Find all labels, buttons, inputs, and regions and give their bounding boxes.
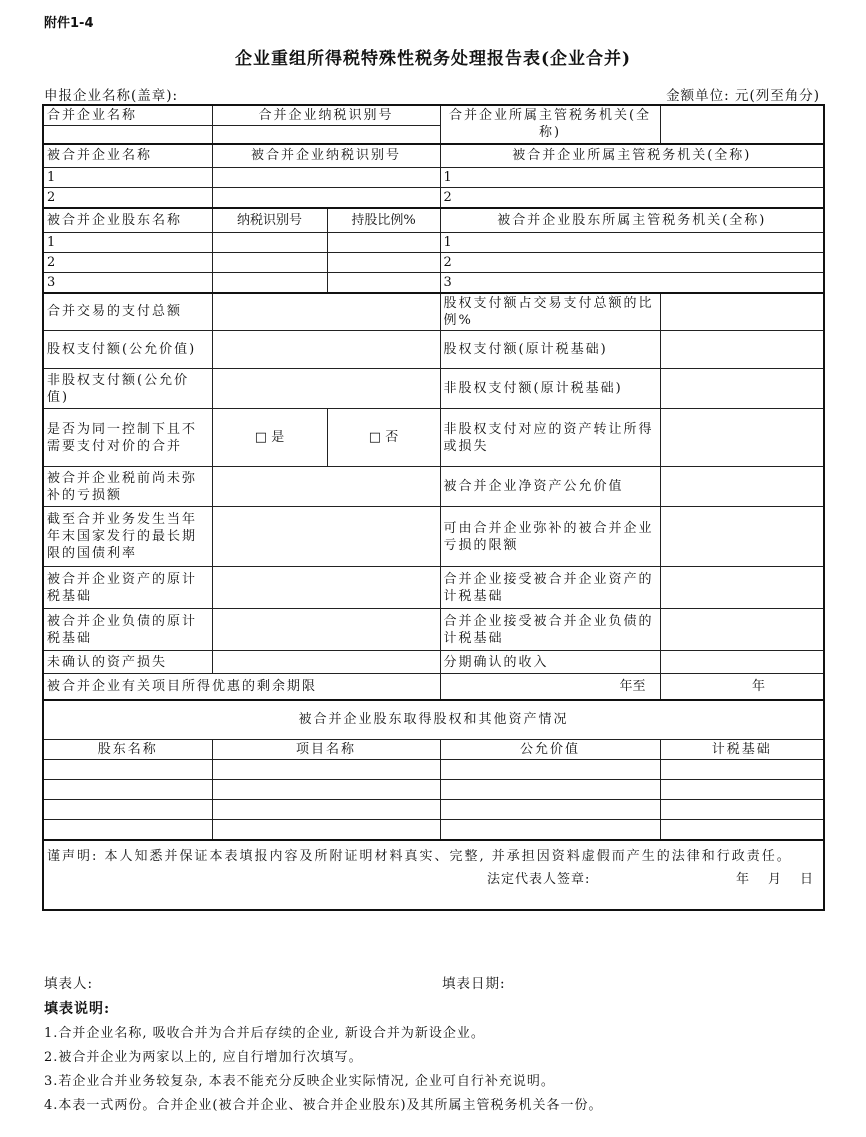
remaining-term-row	[43, 674, 824, 700]
remaining-term-start-cell[interactable]	[440, 674, 660, 700]
nonequity-gain-cell[interactable]	[660, 409, 824, 467]
col-fair-value: 公允价值	[440, 740, 660, 760]
table-cell[interactable]	[440, 820, 660, 840]
merged-tax-id-cell[interactable]	[212, 188, 440, 209]
asset-basis-row	[43, 567, 824, 609]
nonequity-payment-row	[43, 369, 824, 409]
merged-row-1	[43, 168, 824, 188]
equity-section-header-row	[43, 740, 824, 760]
table-cell[interactable]	[43, 760, 212, 780]
loss-limit-cell[interactable]	[660, 507, 824, 567]
nonequity-cost-label: 非股权支付额(原计税基础)	[440, 369, 660, 409]
remaining-term-label: 被合并企业有关项目所得优惠的剩余期限	[43, 674, 440, 700]
merging-name-cell[interactable]	[43, 126, 212, 144]
net-asset-fair-cell[interactable]	[660, 467, 824, 507]
equity-section-row	[43, 780, 824, 800]
note-item: 4.本表一式两份。合并企业(被合并企业、被合并企业股东)及其所属主管税务机关各一份。	[44, 1098, 603, 1113]
signature-date: 年 月 日	[736, 871, 817, 887]
merged-tax-id-label: 被合并企业纳税识别号	[212, 144, 440, 168]
equity-payment-row	[43, 331, 824, 369]
shareholder-name-label: 被合并企业股东名称	[43, 208, 212, 232]
shareholding-ratio-cell[interactable]	[327, 272, 440, 293]
merging-authority-cell[interactable]	[660, 105, 824, 144]
table-cell[interactable]	[212, 800, 440, 820]
notes-title: 填表说明:	[44, 1001, 111, 1017]
merging-header-row	[43, 105, 824, 126]
col-shareholder-name: 股东名称	[43, 740, 212, 760]
nonequity-cost-cell[interactable]	[660, 369, 824, 409]
shareholder-tax-id-cell[interactable]	[212, 252, 327, 272]
declaration-row	[43, 840, 824, 910]
declaration-text: 谨声明: 本人知悉并保证本表填报内容及所附证明材料真实、完整, 并承担因资料虚假而产生的法律和行政责任。	[47, 848, 792, 864]
equity-section-row	[43, 800, 824, 820]
unrecognized-loss-row	[43, 651, 824, 674]
merged-authority-label: 被合并企业所属主管税务机关(全称)	[440, 144, 824, 168]
merging-name-label: 合并企业名称	[43, 105, 212, 126]
bond-rate-label: 截至合并业务发生当年年末国家发行的最长期限的国债利率	[43, 507, 212, 567]
nonequity-fair-label: 非股权支付额(公允价值)	[43, 369, 212, 409]
nonequity-fair-cell[interactable]	[212, 369, 440, 409]
payment-total-row	[43, 293, 824, 331]
row-number: 1	[43, 232, 212, 252]
equity-section-title-row	[43, 700, 824, 740]
table-cell[interactable]	[212, 780, 440, 800]
same-control-row	[43, 409, 824, 467]
attachment-number: 附件1-4	[44, 16, 94, 31]
liability-basis-label: 被合并企业负债的原计税基础	[43, 609, 212, 651]
equity-section-title: 被合并企业股东取得股权和其他资产情况	[43, 700, 824, 740]
uncovered-loss-cell[interactable]	[212, 467, 440, 507]
year-label: 年	[752, 678, 766, 694]
table-cell[interactable]	[43, 820, 212, 840]
shareholding-ratio-label: 持股比例%	[327, 208, 440, 232]
row-number: 2	[43, 188, 212, 209]
merged-tax-id-cell[interactable]	[212, 168, 440, 188]
equity-fair-cell[interactable]	[212, 331, 440, 369]
uncovered-loss-label: 被合并企业税前尚未弥补的亏损额	[43, 467, 212, 507]
row-number: 1	[440, 168, 824, 188]
declaration-cell	[43, 840, 824, 910]
merging-authority-label: 合并企业所属主管税务机关(全称)	[440, 105, 660, 144]
signature-label: 法定代表人签章:	[487, 871, 591, 887]
shareholder-header-row	[43, 208, 824, 232]
merged-row-2	[43, 188, 824, 209]
equity-cost-label: 股权支付额(原计税基础)	[440, 331, 660, 369]
total-payment-cell[interactable]	[212, 293, 440, 331]
same-control-no-checkbox[interactable]: □ 否	[327, 409, 440, 467]
note-item: 1.合并企业名称, 吸收合并为合并后存续的企业, 新设合并为新设企业。	[44, 1026, 485, 1041]
asset-basis-label: 被合并企业资产的原计税基础	[43, 567, 212, 609]
shareholder-tax-id-cell[interactable]	[212, 232, 327, 252]
table-cell[interactable]	[440, 800, 660, 820]
liability-basis-row	[43, 609, 824, 651]
merged-name-label: 被合并企业名称	[43, 144, 212, 168]
recv-asset-basis-cell[interactable]	[660, 567, 824, 609]
row-number: 2	[440, 188, 824, 209]
table-cell[interactable]	[660, 780, 824, 800]
same-control-yes-checkbox[interactable]: □ 是	[212, 409, 327, 467]
recv-liability-basis-cell[interactable]	[660, 609, 824, 651]
row-number: 3	[440, 272, 824, 293]
form-title: 企业重组所得税特殊性税务处理报告表(企业合并)	[234, 49, 632, 69]
table-cell[interactable]	[660, 820, 824, 840]
loss-row	[43, 467, 824, 507]
year-to-label: 年至	[619, 678, 646, 694]
filler-label: 填表人:	[44, 976, 94, 992]
fill-date-label: 填表日期:	[442, 976, 506, 992]
shareholder-row-1	[43, 232, 824, 252]
row-number: 2	[43, 252, 212, 272]
shareholder-row-3	[43, 272, 824, 293]
equity-section-row	[43, 760, 824, 780]
table-cell[interactable]	[660, 800, 824, 820]
total-payment-label: 合并交易的支付总额	[43, 293, 212, 331]
installment-income-label: 分期确认的收入	[440, 651, 660, 674]
shareholding-ratio-cell[interactable]	[327, 252, 440, 272]
table-cell[interactable]	[43, 780, 212, 800]
shareholding-ratio-cell[interactable]	[327, 232, 440, 252]
merging-tax-id-label: 合并企业纳税识别号	[212, 105, 440, 126]
row-number: 3	[43, 272, 212, 293]
applicant-label: 申报企业名称(盖章):	[44, 88, 179, 104]
net-asset-fair-label: 被合并企业净资产公允价值	[440, 467, 660, 507]
recv-asset-basis-label: 合并企业接受被合并企业资产的计税基础	[440, 567, 660, 609]
note-item: 2.被合并企业为两家以上的, 应自行增加行次填写。	[44, 1050, 363, 1065]
bond-rate-row	[43, 507, 824, 567]
row-number: 1	[440, 232, 824, 252]
remaining-term-end-cell[interactable]	[660, 674, 824, 700]
asset-basis-cell[interactable]	[212, 567, 440, 609]
equity-ratio-cell[interactable]	[660, 293, 824, 331]
recv-liability-basis-label: 合并企业接受被合并企业负债的计税基础	[440, 609, 660, 651]
merging-tax-id-cell[interactable]	[212, 126, 440, 144]
col-item-name: 项目名称	[212, 740, 440, 760]
note-item: 3.若企业合并业务较复杂, 本表不能充分反映企业实际情况, 企业可自行补充说明。	[44, 1074, 555, 1089]
amount-unit-label: 金额单位: 元(列至角分)	[666, 88, 820, 104]
shareholder-row-2	[43, 252, 824, 272]
equity-fair-label: 股权支付额(公允价值)	[43, 331, 212, 369]
equity-cost-cell[interactable]	[660, 331, 824, 369]
equity-section-row	[43, 820, 824, 840]
shareholder-authority-label: 被合并企业股东所属主管税务机关(全称)	[440, 208, 824, 232]
row-number: 1	[43, 168, 212, 188]
report-form-table	[42, 104, 825, 911]
table-cell[interactable]	[212, 760, 440, 780]
table-cell[interactable]	[212, 820, 440, 840]
installment-income-cell[interactable]	[660, 651, 824, 674]
shareholder-tax-id-cell[interactable]	[212, 272, 327, 293]
liability-basis-cell[interactable]	[212, 609, 440, 651]
unrecognized-loss-label: 未确认的资产损失	[43, 651, 212, 674]
table-cell[interactable]	[660, 760, 824, 780]
table-cell[interactable]	[440, 780, 660, 800]
col-tax-basis: 计税基础	[660, 740, 824, 760]
merged-header-row	[43, 144, 824, 168]
shareholder-tax-id-label: 纳税识别号	[212, 208, 327, 232]
table-cell[interactable]	[43, 800, 212, 820]
signature-line	[47, 867, 820, 889]
table-cell[interactable]	[440, 760, 660, 780]
loss-limit-label: 可由合并企业弥补的被合并企业亏损的限额	[440, 507, 660, 567]
equity-ratio-label: 股权支付额占交易支付总额的比例%	[440, 293, 660, 331]
unrecognized-loss-cell[interactable]	[212, 651, 440, 674]
nonequity-gain-label: 非股权支付对应的资产转让所得或损失	[440, 409, 660, 467]
row-number: 2	[440, 252, 824, 272]
bond-rate-cell[interactable]	[212, 507, 440, 567]
same-control-label: 是否为同一控制下且不需要支付对价的合并	[43, 409, 212, 467]
